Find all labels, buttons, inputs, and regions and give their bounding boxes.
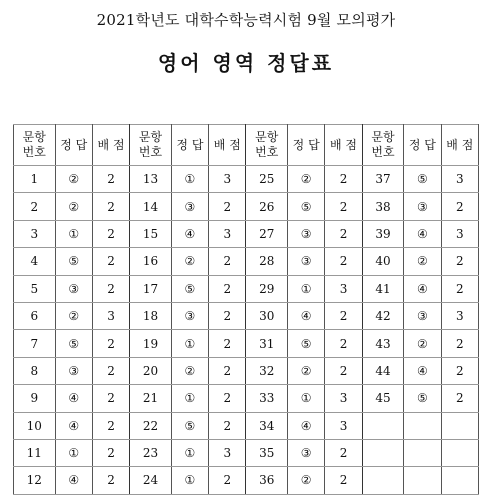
- points-cell: 3: [441, 166, 478, 193]
- answer-cell: ③: [287, 248, 324, 275]
- column-header-answer: 정 답: [287, 125, 324, 166]
- points-cell: 3: [209, 220, 246, 247]
- question-number-cell: 32: [246, 357, 288, 384]
- answer-cell: ⑤: [171, 275, 208, 302]
- points-cell: 3: [92, 302, 129, 329]
- answer-cell: [404, 467, 441, 494]
- question-number-cell: 36: [246, 467, 288, 494]
- points-cell: 2: [441, 275, 478, 302]
- points-cell: 2: [209, 385, 246, 412]
- table-row: [14, 357, 479, 384]
- points-cell: 2: [209, 357, 246, 384]
- answer-rows: [14, 166, 479, 495]
- column-header-points: 배 점: [325, 125, 362, 166]
- answer-cell: ④: [404, 357, 441, 384]
- question-number-cell: 23: [130, 439, 172, 466]
- points-cell: 2: [92, 467, 129, 494]
- points-cell: 2: [209, 330, 246, 357]
- points-cell: 3: [441, 302, 478, 329]
- answer-cell: ⑤: [55, 330, 92, 357]
- answer-cell: ③: [55, 357, 92, 384]
- points-cell: 2: [325, 220, 362, 247]
- answer-cell: ⑤: [55, 248, 92, 275]
- question-number-cell: 38: [362, 193, 404, 220]
- answer-cell: ⑤: [287, 193, 324, 220]
- document-subtitle: 영어 영역 정답표: [157, 51, 335, 75]
- answer-cell: ②: [287, 166, 324, 193]
- question-number-cell: 35: [246, 439, 288, 466]
- points-cell: 3: [325, 275, 362, 302]
- answer-cell: ①: [171, 166, 208, 193]
- column-header-number-line1: 문항: [255, 130, 279, 144]
- answer-cell: ①: [171, 330, 208, 357]
- table-row: [14, 412, 479, 439]
- column-header-number: [362, 125, 404, 166]
- column-header-number-line1: 문항: [22, 130, 46, 144]
- answer-cell: ④: [55, 412, 92, 439]
- points-cell: 2: [92, 330, 129, 357]
- question-number-cell: 44: [362, 357, 404, 384]
- answer-cell: ④: [287, 412, 324, 439]
- question-number-cell: 26: [246, 193, 288, 220]
- answer-cell: ②: [55, 166, 92, 193]
- question-number-cell: 22: [130, 412, 172, 439]
- points-cell: 2: [325, 330, 362, 357]
- answer-cell: ①: [287, 385, 324, 412]
- answer-cell: ②: [171, 248, 208, 275]
- question-number-cell: 18: [130, 302, 172, 329]
- column-header-points: 배 점: [441, 125, 478, 166]
- points-cell: [441, 467, 478, 494]
- answer-cell: ④: [171, 220, 208, 247]
- points-cell: 2: [92, 166, 129, 193]
- column-header-number: [14, 125, 56, 166]
- question-number-cell: 27: [246, 220, 288, 247]
- question-number-cell: 39: [362, 220, 404, 247]
- points-cell: 2: [325, 467, 362, 494]
- question-number-cell: 42: [362, 302, 404, 329]
- answer-cell: ②: [404, 330, 441, 357]
- answer-cell: ③: [171, 193, 208, 220]
- question-number-cell: 5: [14, 275, 56, 302]
- column-header-answer: 정 답: [404, 125, 441, 166]
- answer-cell: ⑤: [404, 385, 441, 412]
- answer-cell: ①: [55, 220, 92, 247]
- points-cell: [441, 412, 478, 439]
- question-number-cell: 16: [130, 248, 172, 275]
- question-number-cell: 19: [130, 330, 172, 357]
- column-header-answer: 정 답: [171, 125, 208, 166]
- column-header-points: 배 점: [92, 125, 129, 166]
- answer-cell: ②: [287, 467, 324, 494]
- points-cell: 2: [92, 357, 129, 384]
- answer-cell: ③: [404, 193, 441, 220]
- question-number-cell: 13: [130, 166, 172, 193]
- column-header-number: [130, 125, 172, 166]
- points-cell: 3: [209, 166, 246, 193]
- question-number-cell: 3: [14, 220, 56, 247]
- question-number-cell: 29: [246, 275, 288, 302]
- column-header-number: [246, 125, 288, 166]
- question-number-cell: 30: [246, 302, 288, 329]
- answer-cell: ③: [287, 439, 324, 466]
- answer-cell: [404, 439, 441, 466]
- answer-cell: ⑤: [171, 412, 208, 439]
- points-cell: 2: [325, 302, 362, 329]
- answer-cell: [404, 412, 441, 439]
- table-row: [14, 248, 479, 275]
- points-cell: 2: [441, 248, 478, 275]
- question-number-cell: 17: [130, 275, 172, 302]
- column-header-answer: 정 답: [55, 125, 92, 166]
- answer-key-table: [13, 124, 479, 495]
- points-cell: 3: [325, 412, 362, 439]
- points-cell: 2: [325, 193, 362, 220]
- points-cell: 3: [209, 439, 246, 466]
- table-row: [14, 330, 479, 357]
- question-number-cell: 40: [362, 248, 404, 275]
- points-cell: 3: [325, 385, 362, 412]
- points-cell: 2: [209, 467, 246, 494]
- points-cell: 2: [209, 193, 246, 220]
- question-number-cell: 21: [130, 385, 172, 412]
- points-cell: 2: [209, 248, 246, 275]
- answer-cell: ⑤: [287, 330, 324, 357]
- answer-cell: ①: [287, 275, 324, 302]
- points-cell: 2: [92, 275, 129, 302]
- answer-cell: ②: [287, 357, 324, 384]
- question-number-cell: 34: [246, 412, 288, 439]
- points-cell: [441, 439, 478, 466]
- question-number-cell: [362, 467, 404, 494]
- answer-cell: ③: [404, 302, 441, 329]
- answer-cell: ③: [171, 302, 208, 329]
- points-cell: 2: [92, 412, 129, 439]
- question-number-cell: 37: [362, 166, 404, 193]
- answer-cell: ①: [171, 439, 208, 466]
- answer-cell: ②: [55, 193, 92, 220]
- document-title: 2021학년도 대학수학능력시험 9월 모의평가: [96, 11, 396, 29]
- answer-cell: ②: [404, 248, 441, 275]
- points-cell: 2: [92, 385, 129, 412]
- table-row: [14, 467, 479, 494]
- question-number-cell: 7: [14, 330, 56, 357]
- points-cell: 2: [441, 357, 478, 384]
- question-number-cell: [362, 412, 404, 439]
- column-header-points: 배 점: [209, 125, 246, 166]
- answer-cell: ④: [287, 302, 324, 329]
- answer-cell: ①: [171, 467, 208, 494]
- table-row: [14, 385, 479, 412]
- points-cell: 2: [441, 193, 478, 220]
- answer-cell: ④: [404, 220, 441, 247]
- points-cell: 2: [441, 330, 478, 357]
- column-header-number-line2: 번호: [138, 145, 163, 159]
- question-number-cell: 31: [246, 330, 288, 357]
- table-row: [14, 275, 479, 302]
- question-number-cell: 28: [246, 248, 288, 275]
- question-number-cell: 41: [362, 275, 404, 302]
- question-number-cell: 9: [14, 385, 56, 412]
- column-header-number-line1: 문항: [371, 130, 395, 144]
- question-number-cell: 2: [14, 193, 56, 220]
- question-number-cell: 25: [246, 166, 288, 193]
- question-number-cell: 10: [14, 412, 56, 439]
- answer-cell: ④: [55, 467, 92, 494]
- points-cell: 2: [325, 248, 362, 275]
- table-row: [14, 220, 479, 247]
- column-header-number-line1: 문항: [138, 130, 163, 144]
- points-cell: 2: [441, 385, 478, 412]
- points-cell: 2: [209, 412, 246, 439]
- points-cell: 2: [209, 302, 246, 329]
- points-cell: 2: [92, 220, 129, 247]
- answer-cell: ③: [55, 275, 92, 302]
- table-row: [14, 302, 479, 329]
- question-number-cell: 11: [14, 439, 56, 466]
- column-header-number-line2: 번호: [371, 145, 395, 159]
- answer-cell: ②: [55, 302, 92, 329]
- answer-cell: ⑤: [404, 166, 441, 193]
- points-cell: 2: [325, 439, 362, 466]
- answer-cell: ①: [171, 385, 208, 412]
- question-number-cell: 45: [362, 385, 404, 412]
- question-number-cell: 15: [130, 220, 172, 247]
- column-header-number-line2: 번호: [22, 145, 46, 159]
- points-cell: 2: [92, 439, 129, 466]
- question-number-cell: [362, 439, 404, 466]
- column-header-number-line2: 번호: [255, 145, 279, 159]
- question-number-cell: 33: [246, 385, 288, 412]
- points-cell: 3: [441, 220, 478, 247]
- answer-cell: ①: [55, 439, 92, 466]
- answer-cell: ④: [404, 275, 441, 302]
- points-cell: 2: [92, 248, 129, 275]
- points-cell: 2: [325, 357, 362, 384]
- table-header-row: [14, 125, 479, 166]
- question-number-cell: 14: [130, 193, 172, 220]
- question-number-cell: 43: [362, 330, 404, 357]
- question-number-cell: 24: [130, 467, 172, 494]
- answer-cell: ③: [287, 220, 324, 247]
- question-number-cell: 6: [14, 302, 56, 329]
- points-cell: 2: [325, 166, 362, 193]
- question-number-cell: 4: [14, 248, 56, 275]
- question-number-cell: 8: [14, 357, 56, 384]
- answer-cell: ②: [171, 357, 208, 384]
- answer-cell: ④: [55, 385, 92, 412]
- question-number-cell: 1: [14, 166, 56, 193]
- table-row: [14, 193, 479, 220]
- question-number-cell: 20: [130, 357, 172, 384]
- question-number-cell: 12: [14, 467, 56, 494]
- points-cell: 2: [92, 193, 129, 220]
- points-cell: 2: [209, 275, 246, 302]
- table-row: [14, 166, 479, 193]
- table-row: [14, 439, 479, 466]
